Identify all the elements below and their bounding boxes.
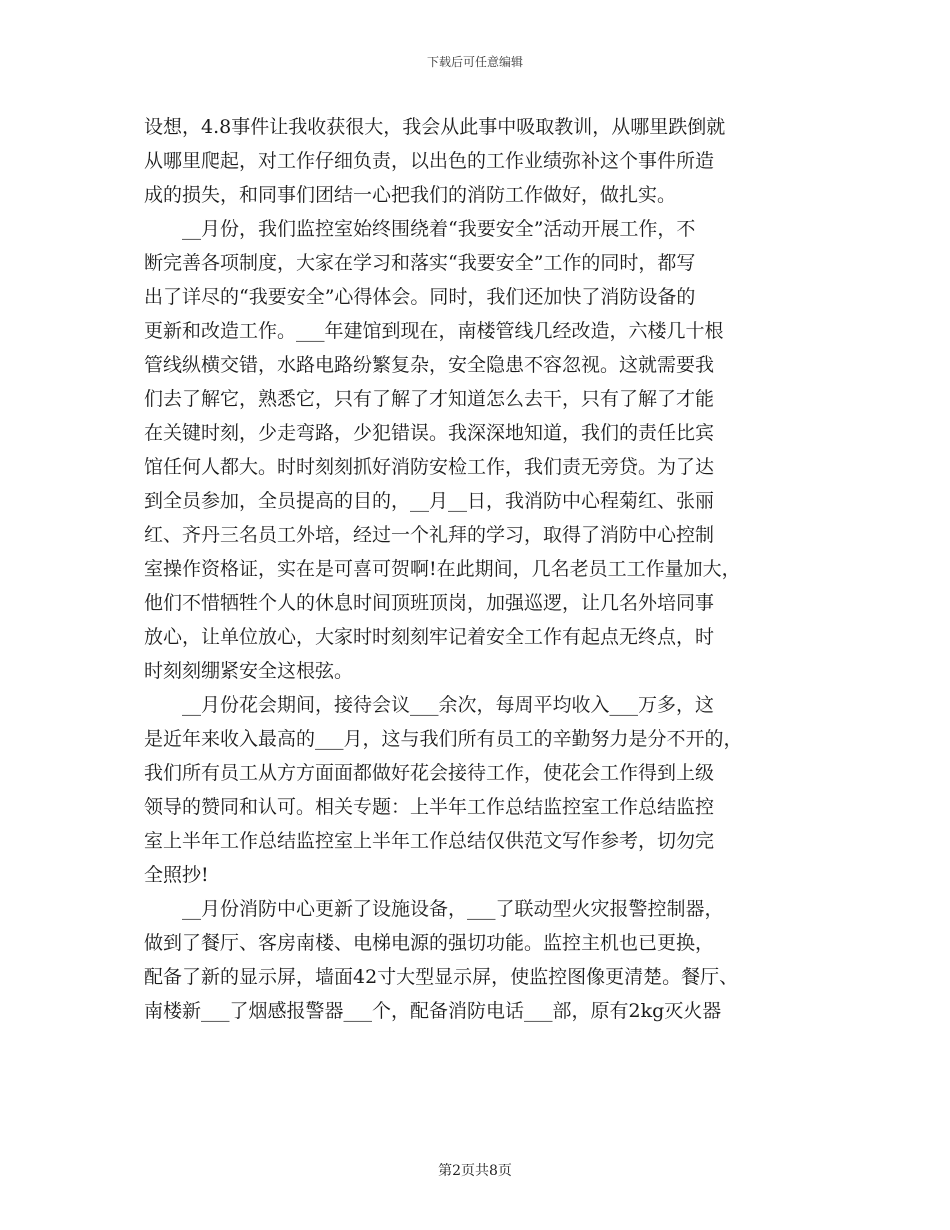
text-line: 红、齐丹三名员工外培，经过一个礼拜的学习，取得了消防中心控制	[144, 524, 715, 546]
text-line: 时刻刻绷紧安全这根弦。	[144, 660, 354, 682]
text-line: 出了详尽的“我要安全”心得体会。同时，我们还加快了消防设备的	[144, 286, 696, 308]
text-line: 馆任何人都大。时时刻刻抓好消防安检工作，我们责无旁贷。为了达	[144, 456, 715, 478]
text-line: 我们所有员工从方方面面都做好花会接待工作，使花会工作得到上级	[144, 762, 715, 784]
text-line: 断完善各项制度，大家在学习和落实“我要安全”工作的同时，都写	[144, 252, 696, 274]
text-line: 他们不惜牺牲个人的休息时间顶班顶岗，加强巡逻，让几名外培同事	[144, 592, 715, 614]
document-body	[144, 112, 824, 1030]
text-line: 做到了餐厅、客房南楼、电梯电源的强切功能。监控主机也已更换，	[144, 932, 715, 954]
paragraph-start-line: __月份消防中心更新了设施设备，___了联动型火灾报警控制器，	[182, 898, 724, 920]
paragraph-start-line: __月份花会期间，接待会议___余次，每周平均收入___万多，这	[182, 694, 715, 716]
paragraph-start-line: __月份，我们监控室始终围绕着“我要安全”活动开展工作，不	[182, 218, 696, 240]
text-line: 领导的赞同和认可。相关专题：上半年工作总结监控室工作总结监控	[144, 796, 715, 818]
text-line: 放心，让单位放心，大家时时刻刻牢记着安全工作有起点无终点，时	[144, 626, 715, 648]
text-line: 在关键时刻，少走弯路，少犯错误。我深深地知道，我们的责任比宾	[144, 422, 715, 444]
text-line: 室操作资格证，实在是可喜可贺啊!在此期间，几名老员工工作量加大，	[144, 558, 741, 580]
text-line: 成的损失，和同事们团结一心把我们的消防工作做好，做扎实。	[144, 184, 677, 206]
text-line: 到全员参加，全员提高的目的，__月__日，我消防中心程菊红、张丽	[144, 490, 715, 512]
text-line: 是近年来收入最高的___月，这与我们所有员工的辛勤努力是分不开的，	[144, 728, 743, 750]
page-header: 下载后可任意编辑	[426, 55, 523, 69]
text-line: 从哪里爬起，对工作仔细负责，以出色的工作业绩弥补这个事件所造	[144, 150, 715, 172]
text-line: 配备了新的显示屏，墙面42寸大型显示屏，使监控图像更清楚。餐厅、	[144, 966, 739, 988]
text-line: 更新和改造工作。___年建馆到现在，南楼管线几经改造，六楼几十根	[144, 320, 724, 342]
page-footer: 第2页共8页	[438, 1163, 512, 1179]
text-line: 管线纵横交错，水路电路纷繁复杂，安全隐患不容忽视。这就需要我	[144, 354, 715, 376]
text-line: 设想，4.8事件让我收获很大，我会从此事中吸取教训，从哪里跌倒就	[144, 116, 726, 138]
text-line: 全照抄!	[144, 864, 209, 886]
text-line: 南楼新___了烟感报警器___个，配备消防电话___部，原有2kg灭火器	[144, 1000, 722, 1022]
text-line: 们去了解它，熟悉它，只有了解了才知道怎么去干，只有了解了才能	[144, 388, 715, 410]
text-line: 室上半年工作总结监控室上半年工作总结仅供范文写作参考，切勿完	[144, 830, 715, 852]
